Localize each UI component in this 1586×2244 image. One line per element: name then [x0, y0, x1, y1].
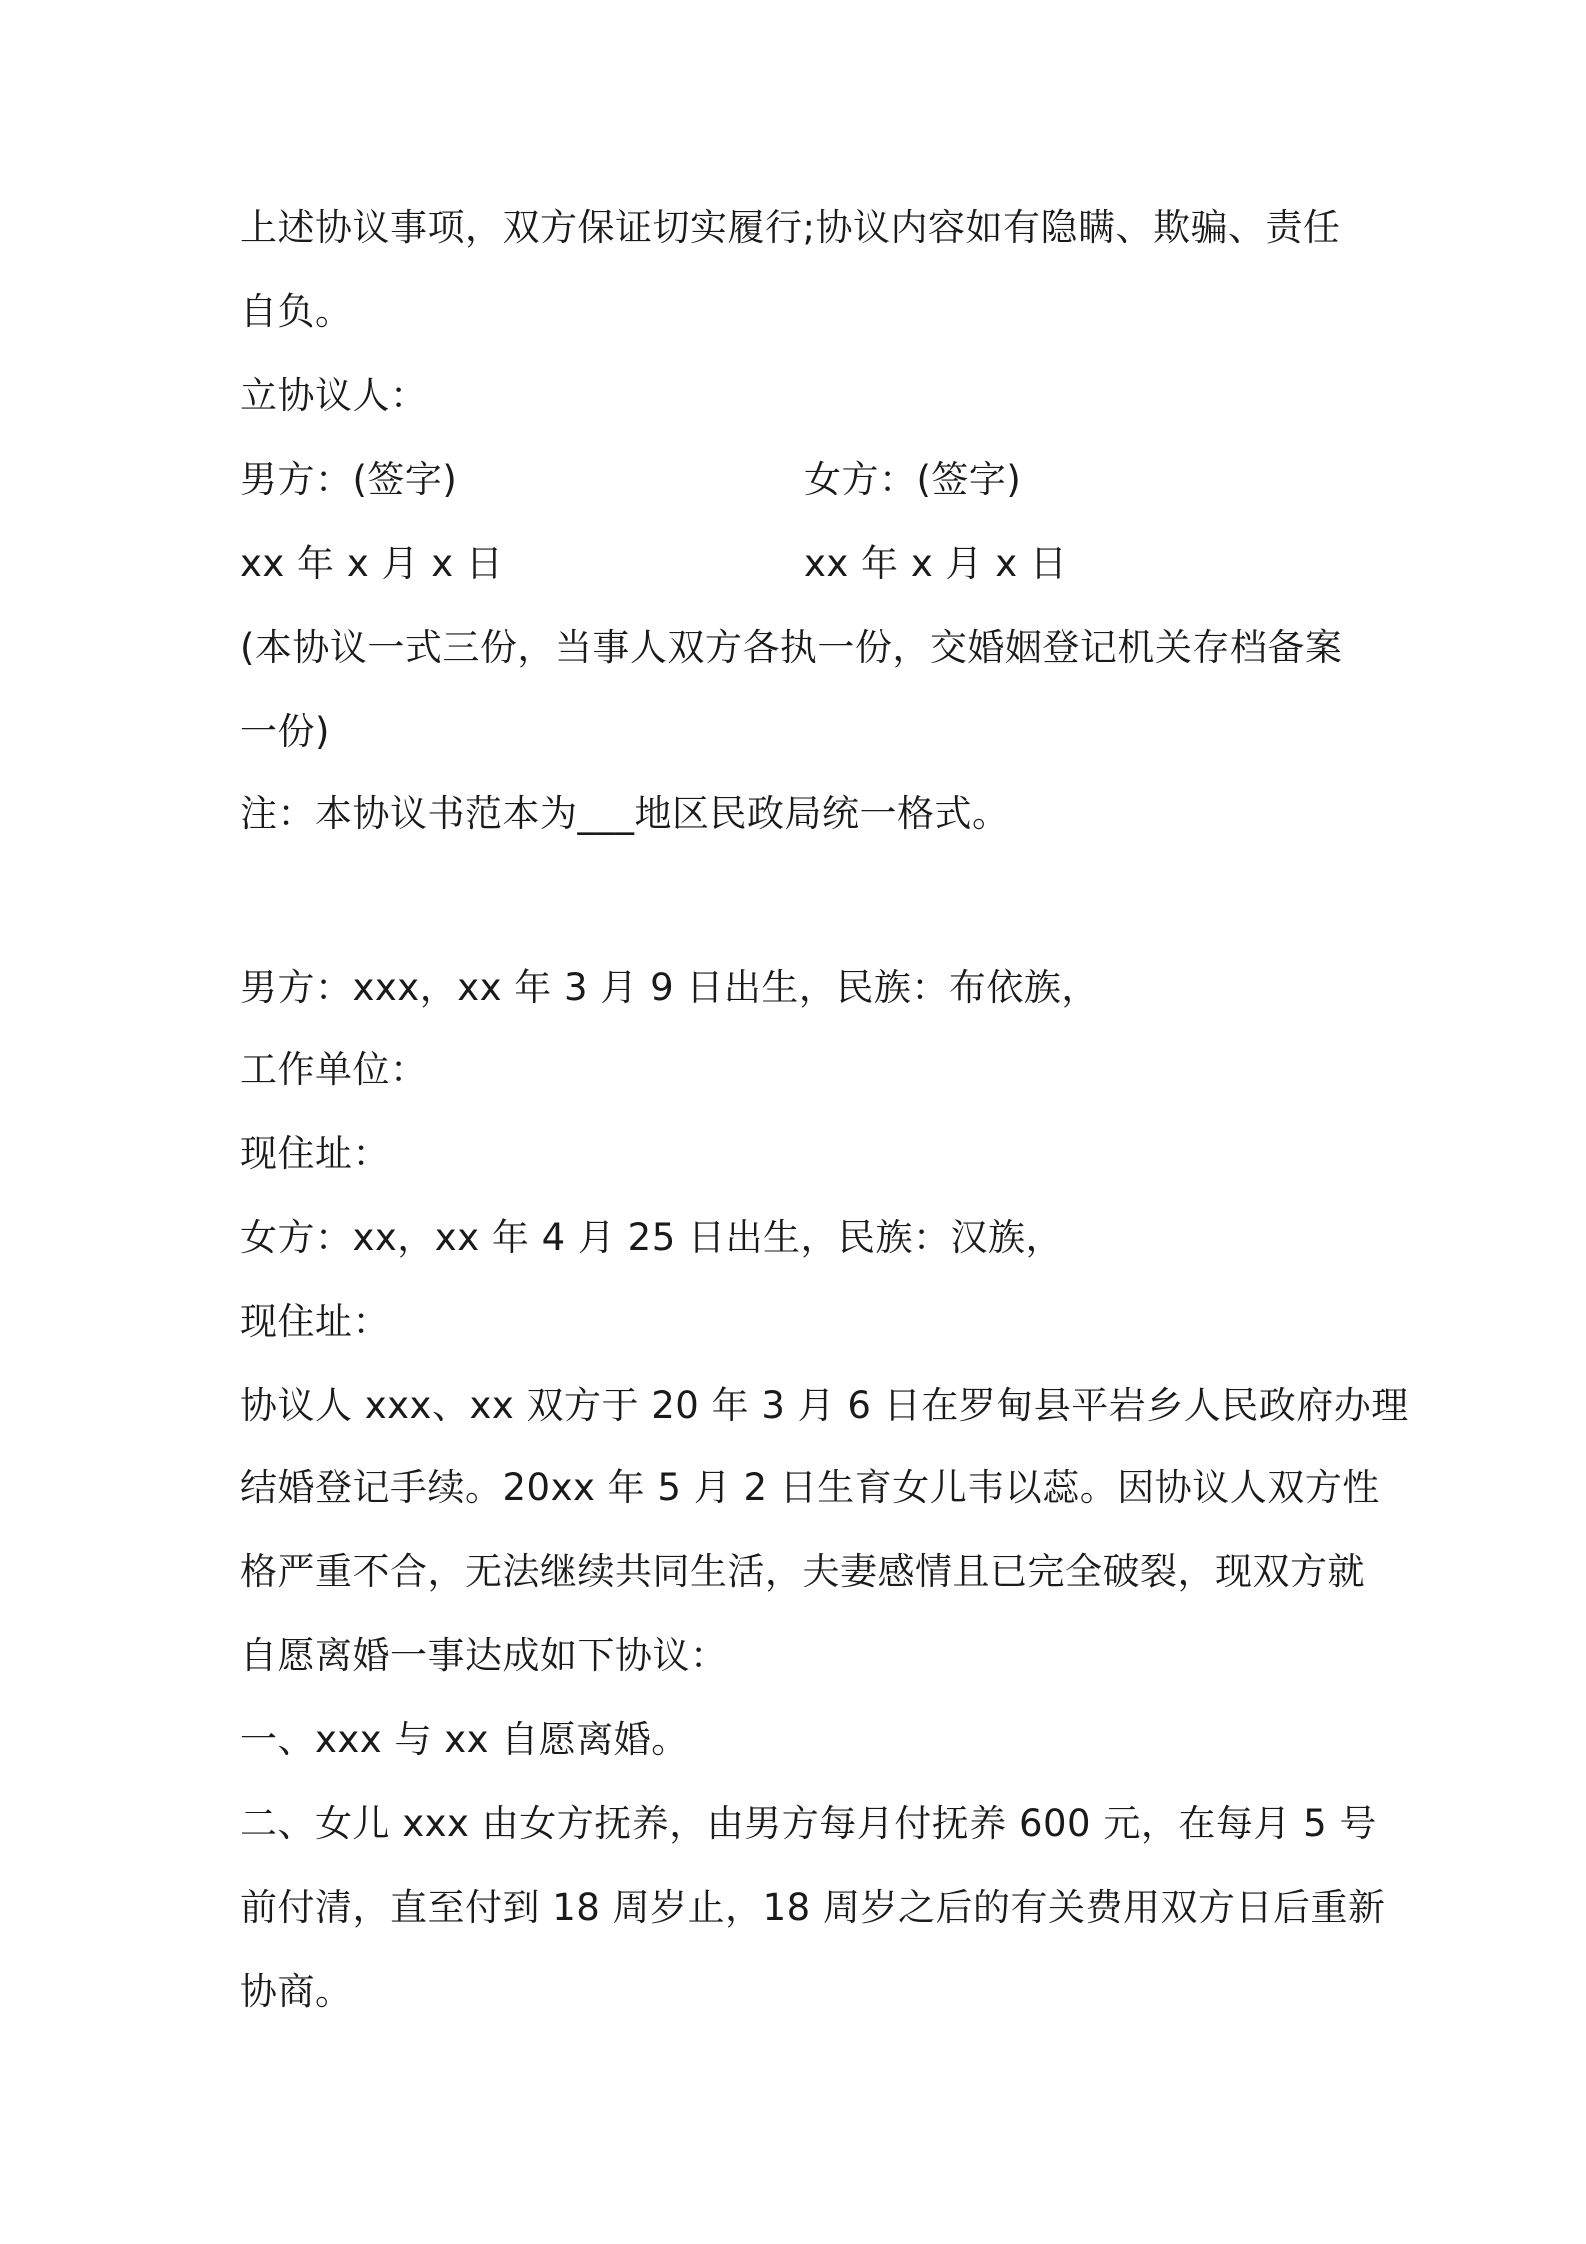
paragraph-line: 结婚登记手续。20xx 年 5 月 2 日生育女儿韦以蕊。因协议人双方性 [240, 1466, 1380, 1509]
copies-note-line: (本协议一式三份，当事人双方各执一份，交婚姻登记机关存档备案 [240, 626, 1343, 669]
male-address: 现住址： [240, 1132, 390, 1175]
paragraph-line: 格严重不合，无法继续共同生活，夫妻感情且已完全破裂，现双方就 [240, 1550, 1365, 1593]
female-address: 现住址： [240, 1300, 390, 1343]
male-signature-label: 男方：(签字) [240, 458, 458, 501]
paragraph-line: 协议人 xxx、xx 双方于 20 年 3 月 6 日在罗甸县平岩乡人民政府办理 [240, 1384, 1409, 1427]
paragraph-line: 自愿离婚一事达成如下协议： [240, 1634, 728, 1677]
male-signature-date: xx 年 x 月 x 日 [240, 542, 504, 585]
female-party-info: 女方：xx，xx 年 4 月 25 日出生，民族：汉族， [240, 1216, 1064, 1259]
paragraph-line: 自负。 [240, 290, 353, 333]
agreement-item: 一、xxx 与 xx 自愿离婚。 [240, 1718, 689, 1761]
paragraph-line: 上述协议事项，双方保证切实履行;协议内容如有隐瞒、欺骗、责任 [240, 206, 1341, 249]
female-signature-date: xx 年 x 月 x 日 [804, 542, 1068, 585]
agreement-item-line: 前付清，直至付到 18 周岁止，18 周岁之后的有关费用双方日后重新 [240, 1886, 1386, 1929]
female-signature-label: 女方：(签字) [804, 458, 1022, 501]
agreement-item-line: 协商。 [240, 1970, 353, 2013]
copies-note-line: 一份) [240, 710, 330, 753]
signatory-heading: 立协议人： [240, 374, 428, 417]
agreement-item: 二、女儿 xxx 由女方抚养，由男方每月付抚养 600 元，在每月 5 号 [240, 1802, 1377, 1845]
male-workplace: 工作单位： [240, 1048, 428, 1091]
template-note: 注：本协议书范本为___地区民政局统一格式。 [240, 792, 1010, 835]
male-party-info: 男方：xxx，xx 年 3 月 9 日出生，民族：布依族， [240, 966, 1099, 1009]
